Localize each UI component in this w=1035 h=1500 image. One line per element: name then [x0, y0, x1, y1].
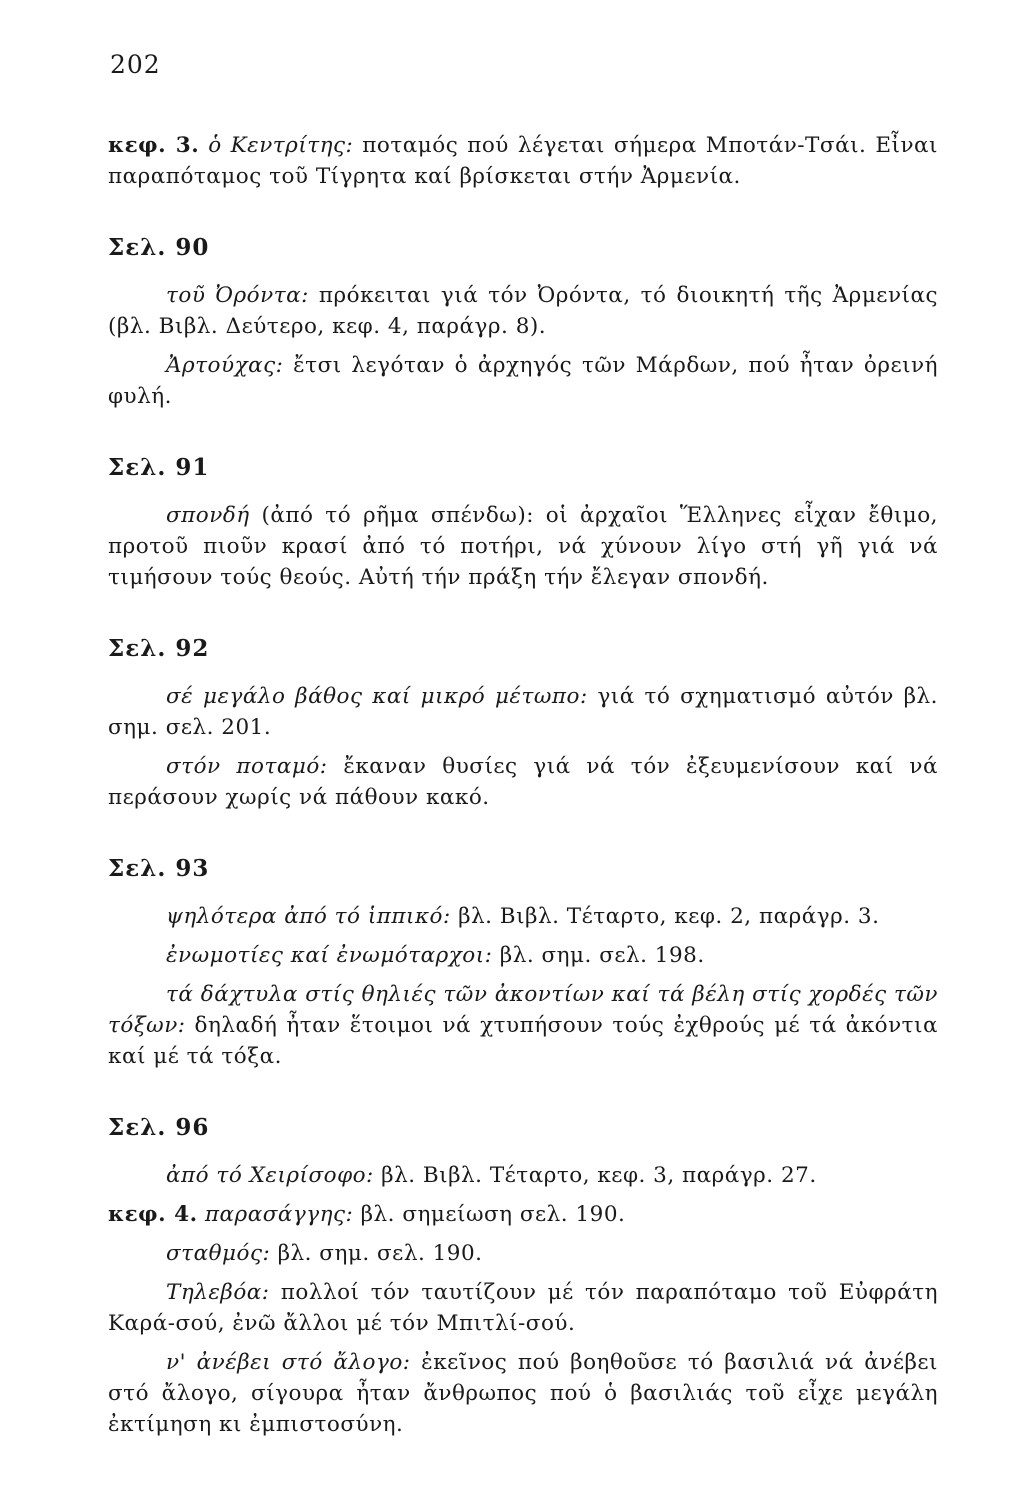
- note-text: ἔτσι λεγόταν ὁ ἀρχηγός τῶν Μάρδων, πού ἦταν ὀρεινή φυλή.: [108, 353, 938, 409]
- note: [108, 1160, 938, 1191]
- note-text: ἐκεῖνος πού βοηθοῦσε τό βασιλιά νά ἀνέβει στό ἄλογο, σίγουρα ἦταν ἄνθρωπος πού ὁ βασιλιάς τοῦ εἶχε μεγάλη ἐκτίμηση κι ἐμπιστοσύνη.: [108, 1350, 938, 1437]
- note-text: δηλαδή ἦταν ἕτοιμοι νά χτυπήσουν τούς ἐχθρούς μέ τά ἀκόντια καί μέ τά τόξα.: [108, 1013, 938, 1069]
- note-text: βλ. σημ. σελ. 190.: [270, 1241, 483, 1266]
- note-term: ν' ἀνέβει στό ἄλογο:: [166, 1350, 411, 1375]
- notes-content: [108, 130, 938, 1482]
- note-term: ἐνωμοτίες καί ἐνωμόταρχοι:: [166, 943, 493, 968]
- note: [108, 280, 938, 342]
- note-term: τοῦ Ὀρόντα:: [166, 283, 309, 308]
- note-text: πρόκειται γιά τόν Ὀρόντα, τό διοικητή τῆς Ἀρμενίας (βλ. Βιβλ. Δεύτερο, κεφ. 4, παράγρ. 8).: [108, 283, 938, 339]
- note-text: βλ. σημείωση σελ. 190.: [353, 1202, 626, 1227]
- note-text: βλ. σημ. σελ. 198.: [492, 943, 705, 968]
- note-term: στόν ποταμό:: [166, 754, 328, 779]
- section-heading: Σελ. 93: [108, 855, 210, 882]
- notes-section: [108, 454, 938, 593]
- note: [108, 500, 938, 593]
- chapter-label: κεφ. 4.: [108, 1202, 198, 1227]
- note-text: πολλοί τόν ταυτίζουν μέ τόν παραπόταμο τοῦ Εὐφράτη Καρά-σού, ἐνῶ ἄλλοι μέ τόν Μπιτλί-σού.: [108, 1280, 938, 1336]
- notes-section: [108, 855, 938, 1072]
- note-term: ὁ Κεντρίτης:: [208, 133, 354, 158]
- note-text: ἔκαναν θυσίες γιά νά τόν ἐξευμενίσουν καί νά περάσουν χωρίς νά πάθουν κακό.: [108, 754, 938, 810]
- note-term: Ἀρτούχας:: [166, 353, 284, 378]
- note-term: ψηλότερα ἀπό τό ἱππικό:: [166, 904, 451, 929]
- note-term: σταθμός:: [166, 1241, 271, 1266]
- note: [108, 940, 938, 971]
- chapter-label: κεφ. 3.: [108, 133, 200, 158]
- note-term: σπονδή: [166, 503, 250, 528]
- note-term: ἀπό τό Χειρίσοφο:: [166, 1163, 374, 1188]
- note-term: τά δάχτυλα στίς θηλιές τῶν ἀκοντίων καί τά βέλη στίς χορδές τῶν τόξων:: [108, 982, 938, 1038]
- notes-section: [108, 234, 938, 412]
- note-text: γιά τό σχηματισμό αὐτόν βλ. σημ. σελ. 201.: [108, 684, 938, 740]
- note: [108, 751, 938, 813]
- note-text: (ἀπό τό ρῆμα σπένδω): οἱ ἀρχαῖοι Ἕλληνες εἶχαν ἔθιμο, προτοῦ πιοῦν κρασί ἀπό τό ποτήρι, νά χύνουν λίγο στή γῆ γιά νά τιμήσουν τούς θεούς. Αὐτή τήν πράξη τήν ἔλεγαν σπονδή.: [108, 503, 938, 590]
- note-text: ποταμός πού λέγεται σήμερα Μποτάν-Τσάι. Εἶναι παραπόταμος τοῦ Τίγρητα καί βρίσκεται στήν Ἀρμενία.: [108, 133, 938, 189]
- page-number: 202: [110, 50, 161, 79]
- note: [108, 1277, 938, 1339]
- section-heading: Σελ. 96: [108, 1114, 210, 1141]
- notes-section: [108, 1114, 938, 1440]
- note: [108, 1238, 938, 1269]
- note-text: βλ. Βιβλ. Τέταρτο, κεφ. 2, παράγρ. 3.: [450, 904, 880, 929]
- note: [108, 1199, 938, 1230]
- notes-section: [108, 635, 938, 813]
- note: [108, 901, 938, 932]
- note-term: παρασάγγης:: [204, 1202, 354, 1227]
- note-term: σέ μεγάλο βάθος καί μικρό μέτωπο:: [166, 684, 588, 709]
- note: [108, 350, 938, 412]
- section-heading: Σελ. 90: [108, 234, 210, 261]
- section-heading: Σελ. 91: [108, 454, 210, 481]
- note: [108, 1347, 938, 1440]
- note: [108, 681, 938, 743]
- note: [108, 130, 938, 192]
- note-text: βλ. Βιβλ. Τέταρτο, κεφ. 3, παράγρ. 27.: [373, 1163, 817, 1188]
- notes-section: [108, 130, 938, 192]
- note: [108, 979, 938, 1072]
- note-term: Τηλεβόα:: [166, 1280, 270, 1305]
- section-heading: Σελ. 92: [108, 635, 210, 662]
